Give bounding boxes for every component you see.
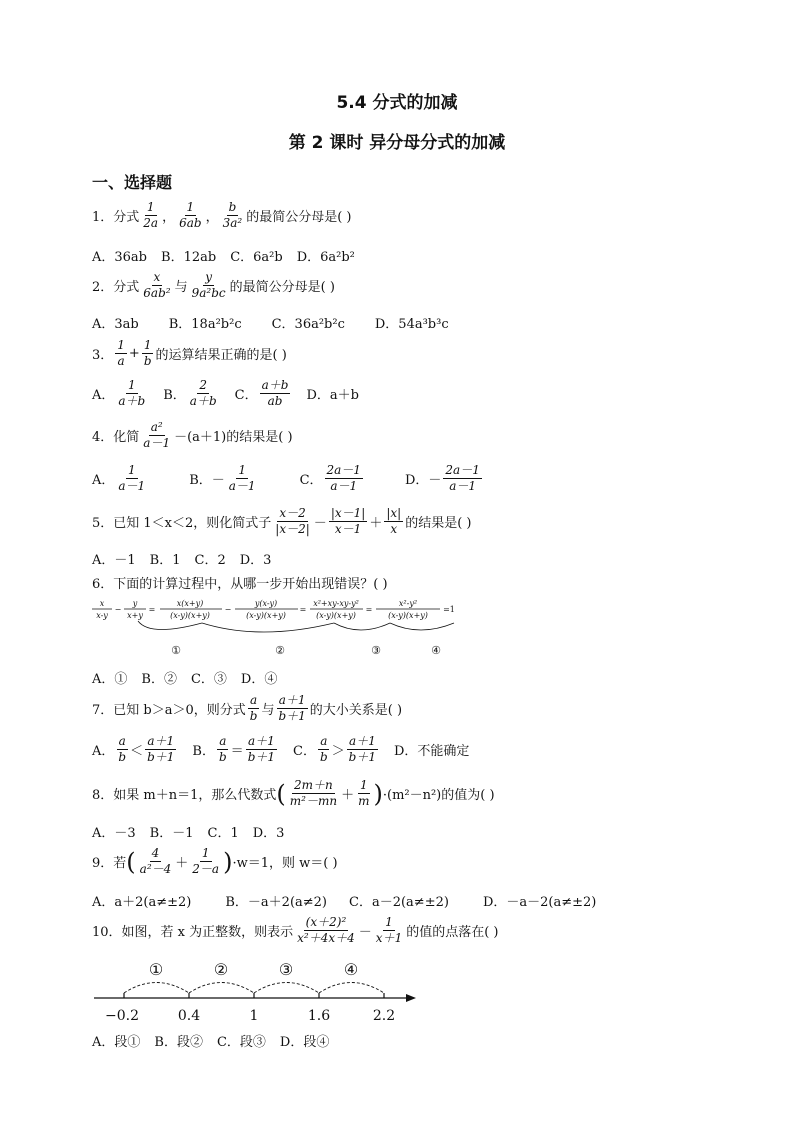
fraction: $\frac{1}{x+1}$ [375,915,403,945]
tick-label: 1.6 [307,1008,331,1024]
segment-arc-2 [189,983,254,994]
fraction: $\frac{y}{\text{9a²bc}}$ [191,270,226,300]
option-d[interactable]: D．－a－2(a≠±2) [482,895,597,910]
arrow-head-icon [406,994,416,1002]
fraction: $\frac{2m+n}{\text{m²－mn}}$ [289,778,338,808]
fraction: $\frac{b}{\text{3a²}}$ [222,200,243,230]
fraction: $\frac{a}{b}$ [249,693,258,723]
segment-arc-4 [319,983,384,994]
option-d[interactable]: D．3 [252,826,285,841]
section-heading: 一、选择题 [92,173,173,192]
option-c[interactable]: C．1 [207,826,239,841]
svg-text:=: = [148,605,156,614]
tick-label: 2.2 [372,1008,396,1024]
eq-frac-e-num: x²+xy-xy-y² [313,599,359,608]
eq-frac-d-den: (x-y)(x+y) [246,611,286,620]
fraction: $\frac{1}{2-a}$ [192,846,220,876]
option-b[interactable]: B．12ab [161,250,217,265]
option-b[interactable]: B．1 [149,553,181,568]
step-label-2: ② [275,644,285,657]
step-arrow-4 [390,623,454,630]
eq-frac-c-num: x(x+y) [176,599,204,608]
question-4-options [92,463,498,494]
question-9: 9． 若 ( $\frac{4}{\text{a²－4}}$ ＋ $\frac{1}{2-a}$ ) ·w＝1，则 w＝( ) [92,846,338,876]
question-10: 10． 如图，若 x 为正整数，则表示 $\frac{\text{(x＋2)²}}{\text{x²＋4x＋4}}$ － $\frac{1}{x+1}$ 的值的点落在( ) [92,915,499,945]
option-d[interactable]: D．54a³b³c [374,317,449,332]
question-1: 1． 分式 $\frac{1}{2a}$ ， $\frac{1}{6ab}$ ， $\frac{b}{\text{3a²}}$ 的最简公分母是( ) [92,200,352,230]
fraction: $\frac{1}{a}$ [117,338,125,368]
option-b[interactable]: B．18a²b²c [168,317,242,332]
option-a[interactable]: A．段① [92,1035,141,1050]
question-5: 5． 已知 1＜x＜2，则化简式子 $\frac{x-2}{|x-2|}$ － $\frac{|x-1|}{x-1}$ ＋ $\frac{|x|}{x}$ 的结果是( ) [92,506,472,536]
page-subtitle: 第 2 课时 异分母分式的加减 [288,133,506,153]
option-d[interactable]: D．④ [240,672,278,687]
tick-label: −0.2 [105,1008,139,1024]
option-a[interactable]: A．① [92,672,128,687]
page-title: 5.4 分式的加减 [336,93,458,113]
option-a[interactable]: A．3ab [92,317,139,332]
option-b[interactable]: B．－1 [149,826,194,841]
option-c[interactable]: C．③ [190,672,227,687]
option-a[interactable]: A．－3 [92,826,136,841]
question-5-options [92,549,285,568]
step-label-1: ① [171,644,181,657]
step-arrow-1 [138,621,202,630]
option-d[interactable]: D．不能确定 [394,744,470,759]
question-3-options [92,378,373,409]
question-1-options [92,246,369,265]
segment-arc-3 [254,983,319,994]
tick-label: 1 [249,1008,259,1024]
step-label-4: ④ [431,644,441,657]
fraction: $\frac{x-2}{|x-2|}$ [275,506,310,536]
option-a[interactable]: A．－1 [92,553,136,568]
option-d[interactable]: D． － $\frac{2a-1}{a-1}$ [404,463,480,493]
question-6: 6． 下面的计算过程中，从哪一步开始出现错误？( ) [92,577,388,592]
eq-frac-c-den: (x-y)(x+y) [170,611,210,620]
option-b[interactable]: B． $\frac{a}{b}$ ＝ $\frac{a+1}{b+1}$ [192,734,276,764]
option-d[interactable]: D．3 [239,553,272,568]
option-c[interactable]: C． $\frac{a}{b}$ ＞ $\frac{a+1}{b+1}$ [293,734,376,764]
eq-frac-d-num: y(x-y) [254,599,278,608]
option-c[interactable]: C． $\frac{2a-1}{a-1}$ [299,463,361,493]
segment-label-2: ② [213,960,229,979]
question-10-options [92,1031,343,1050]
option-a[interactable]: A．36ab [92,250,148,265]
fraction: $\frac{x}{\text{6ab²}}$ [143,270,171,300]
fraction: $\frac{|x|}{x}$ [386,506,402,536]
svg-text:−: − [114,605,122,614]
number-line-svg [88,958,428,1028]
eq-frac-f-num: x²-y² [398,599,418,608]
option-d[interactable]: D．6a²b² [296,250,355,265]
option-b[interactable]: B．② [141,672,177,687]
step-label-3: ③ [371,644,381,657]
eq-frac-a-num: x [99,599,105,608]
option-c[interactable]: C．2 [194,553,226,568]
eq-frac-b-den: x+y [127,611,143,620]
fraction: $\frac{4}{\text{a²－4}}$ [139,846,172,876]
svg-text:=: = [299,605,307,614]
fraction: $\frac{1}{2a}$ [143,200,159,230]
question-3: 3． $\frac{1}{a}$ + $\frac{1}{b}$ 的运算结果正确的是( ) [92,338,287,368]
option-d[interactable]: D．a＋b [306,388,359,403]
segment-label-1: ① [148,960,164,979]
option-a[interactable]: A． $\frac{a}{b}$ ＜ $\frac{a+1}{b+1}$ [92,734,175,764]
eq-frac-a-den: x-y [96,611,108,620]
segment-arc-1 [124,983,189,994]
question-7-options [92,734,483,765]
fraction: $\frac{a+1}{b+1}$ [278,693,306,723]
eq-frac-e-den: (x-y)(x+y) [316,611,356,620]
option-b[interactable]: B． $\frac{2}{a+b}$ [163,378,217,408]
eq-result: =1 [443,605,455,614]
step-arrow-2 [202,623,334,632]
number-line-figure [88,958,428,1028]
fraction: $\frac{1}{b}$ [143,338,152,368]
question-7: 7． 已知 b＞a＞0，则分式 $\frac{a}{b}$ 与 $\frac{a+1}{b+1}$ 的大小关系是( ) [92,693,403,723]
option-c[interactable]: C．段③ [216,1035,266,1050]
segment-label-4: ④ [343,960,359,979]
option-b[interactable]: B． － $\frac{1}{a-1}$ [189,463,256,493]
question-4: 4． 化简 $\frac{\text{a²}}{a-1}$ －(a＋1)的结果是( ) [92,420,293,450]
segment-label-3: ③ [278,960,294,979]
step-arrow-3 [334,623,390,630]
option-c[interactable]: C． $\frac{a+b}{ab}$ [234,378,289,408]
svg-text:−: − [224,605,232,614]
question-2-options [92,313,463,332]
question-9-options [92,891,610,910]
tick-label: 0.4 [177,1008,201,1024]
option-c[interactable]: C．36a²b²c [271,317,345,332]
fraction: $\frac{\text{a²}}{a-1}$ [143,420,171,450]
eq-frac-b-num: y [132,599,138,608]
option-c[interactable]: C．6a²b [230,250,283,265]
svg-text:=: = [365,605,373,614]
option-c[interactable]: C．a－2(a≠±2) [349,895,449,910]
fraction: $\frac{|x-1|}{x-1}$ [330,506,366,536]
question-2: 2． 分式 $\frac{x}{\text{6ab²}}$ 与 $\frac{y}{\text{9a²bc}}$ 的最简公分母是( ) [92,270,335,300]
calculation-steps-svg [90,595,470,657]
option-d[interactable]: D．段④ [279,1035,330,1050]
fraction: $\frac{\text{(x＋2)²}}{\text{x²＋4x＋4}}$ [297,915,355,945]
eq-frac-f-den: (x-y)(x+y) [388,611,428,620]
calculation-steps-figure [90,595,470,657]
option-a[interactable]: A． $\frac{1}{a+b}$ [92,378,146,408]
fraction: $\frac{1}{m}$ [358,778,370,808]
option-b[interactable]: B．段② [154,1035,203,1050]
fraction: $\frac{1}{6ab}$ [179,200,202,230]
question-6-options [92,668,291,687]
option-a[interactable]: A．a＋2(a≠±2) [92,895,192,910]
question-8: 8． 如果 m＋n＝1，那么代数式 ( $\frac{2m+n}{\text{m²－mn}}$ ＋ $\frac{1}{m}$ ) ·(m²－n²)的值为( ) [92,778,495,808]
question-8-options [92,822,298,841]
option-b[interactable]: B．－a＋2(a≠2) [225,895,328,910]
option-a[interactable]: A． $\frac{1}{a-1}$ [92,463,146,493]
